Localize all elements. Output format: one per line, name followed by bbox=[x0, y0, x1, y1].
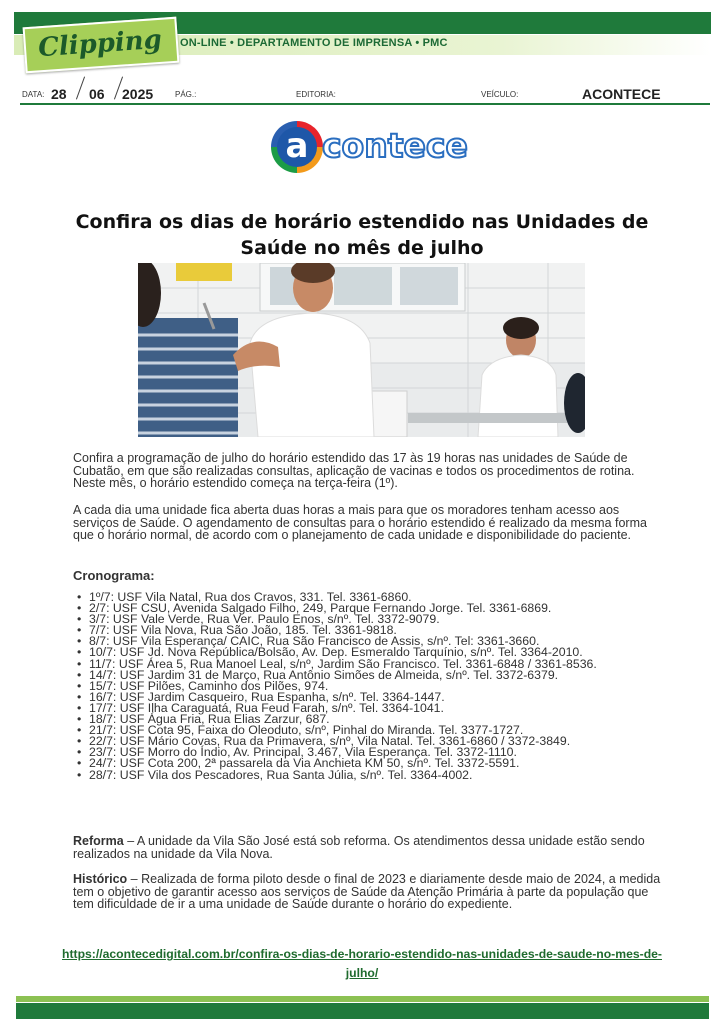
schedule-item: • 3/7: USF Vale Verde, Rua Ver. Paulo Enos, s/nº. Tel. 3372-9079. bbox=[73, 614, 673, 625]
schedule-item: • 16/7: USF Jardim Casqueiro, Rua Espanha, s/nº. Tel. 3364-1447. bbox=[73, 692, 673, 703]
schedule-item: • 11/7: USF Área 5, Rua Manoel Leal, s/nº, Jardim São Francisco. Tel. 3361-6848 / 3361-8536. bbox=[73, 659, 673, 670]
clipping-badge-text: Clipping bbox=[37, 24, 163, 64]
schedule-item: • 8/7: USF Vila Esperança/ CAIC, Rua São Francisco de Assis, s/nº. Tel: 3361-3660. bbox=[73, 636, 673, 647]
paragraph-intro: Confira a programação de julho do horário estendido das 17 às 19 horas nas unidades de Saúde de Cubatão, em que são realizadas consultas, aplicação de vacinas e todos os procedimentos de rotina. Neste mês, o horário estendido começa na terça-feira (1º). bbox=[73, 451, 635, 491]
schedule-item: • 15/7: USF Pilões, Caminho dos Pilões, 974. bbox=[73, 681, 673, 692]
footer-band-dark bbox=[16, 1003, 709, 1019]
schedule-item: • 28/7: USF Vila dos Pescadores, Rua Santa Júlia, s/nº. Tel. 3364-4002. bbox=[73, 770, 673, 781]
meta-divider bbox=[20, 103, 710, 105]
schedule-item: • 18/7: USF Água Fria, Rua Elias Zarzur, 687. bbox=[73, 714, 673, 725]
acontece-logo-word: contece bbox=[322, 126, 468, 165]
reforma-label: Reforma bbox=[73, 834, 124, 848]
date-day: 28 bbox=[51, 86, 67, 102]
page-label: PÁG.: bbox=[175, 90, 197, 99]
header-subtitle: ON-LINE • DEPARTAMENTO DE IMPRENSA • PMC bbox=[180, 37, 448, 49]
veiculo-value: ACONTECE bbox=[582, 86, 661, 102]
historico-label: Histórico bbox=[73, 872, 128, 886]
acontece-logo-letter: a bbox=[285, 126, 309, 166]
schedule-item: • 7/7: USF Vila Nova, Rua São João, 185. Tel. 3361-9818. bbox=[73, 625, 673, 636]
date-separator bbox=[76, 77, 85, 100]
article-title: Confira os dias de horário estendido nas Unidades de Saúde no mês de julho bbox=[75, 211, 649, 259]
footer-band-light bbox=[16, 996, 709, 1002]
paragraph-reforma bbox=[73, 835, 663, 860]
historico-text: – Realizada de forma piloto desde o final de 2023 e diariamente desde maio de 2024, a medida tem o objetivo de garantir acesso aos serviços de Saúde da Atenção Primária à parte da população que tem dificuldade de ir a uma unidade de Saúde durante o horário do expediente. bbox=[73, 872, 661, 912]
paragraph-scheduling: A cada dia uma unidade fica aberta duas horas a mais para que os moradores tenham acesso aos serviços de Saúde. O agendamento de consultas para o horário estendido é realizado da mesma forma que o horário normal, de acordo com o planejamento de cada unidade e disponibilidade do paciente. bbox=[73, 503, 647, 543]
schedule-list bbox=[73, 592, 673, 781]
cronograma-heading: Cronograma: bbox=[73, 568, 155, 583]
date-year: 2025 bbox=[122, 86, 154, 102]
schedule-item: • 1º/7: USF Vila Natal, Rua dos Cravos, 331. Tel. 3361-6860. bbox=[73, 592, 673, 603]
veiculo-label: VEÍCULO: bbox=[481, 90, 519, 99]
schedule-item: • 17/7: USF Ilha Caraguatá, Rua Feud Farah, s/nº. Tel. 3364-1041. bbox=[73, 703, 673, 714]
schedule-item: • 14/7: USF Jardim 31 de Março, Rua Antônio Simões de Almeida, s/nº. Tel. 3372-6379. bbox=[73, 670, 673, 681]
date-label: DATA: bbox=[22, 90, 45, 99]
schedule-item: • 21/7: USF Cota 95, Faixa do Oleoduto, s/nº, Pinhal do Miranda. Tel. 3377-1727. bbox=[73, 725, 673, 736]
schedule-item: • 24/7: USF Cota 200, 2ª passarela da Via Anchieta KM 50, s/nº. Tel. 3372-5591. bbox=[73, 758, 673, 769]
paragraph-historico bbox=[73, 873, 663, 911]
article-photo bbox=[138, 263, 585, 437]
reforma-text: – A unidade da Vila São José está sob reforma. Os atendimentos dessa unidade estão sendo realizados na unidade da Vila Nova. bbox=[73, 834, 645, 861]
source-link[interactable]: https://acontecedigital.com.br/confira-os-dias-de-horario-estendido-nas-unidades-de-saude-no-mes-de-julho/ bbox=[62, 947, 662, 980]
editoria-label: EDITORIA: bbox=[296, 90, 336, 99]
schedule-item: • 22/7: USF Mário Covas, Rua da Primavera, s/nº, Vila Natal. Tel. 3361-6860 / 3372-3849. bbox=[73, 736, 673, 747]
schedule-item: • 23/7: USF Morro do Índio, Av. Principal, 3.467, Vila Esperança. Tel. 3372-1110. bbox=[73, 747, 673, 758]
vaccination-photo-illustration bbox=[138, 263, 585, 437]
schedule-item: • 2/7: USF CSU, Avenida Salgado Filho, 249, Parque Fernando Jorge. Tel. 3361-6869. bbox=[73, 603, 673, 614]
date-month: 06 bbox=[89, 86, 105, 102]
schedule-item: • 10/7: USF Jd. Nova República/Bolsão, Av. Dep. Esmeraldo Tarquínio, s/nº. Tel. 3364-2010. bbox=[73, 647, 673, 658]
